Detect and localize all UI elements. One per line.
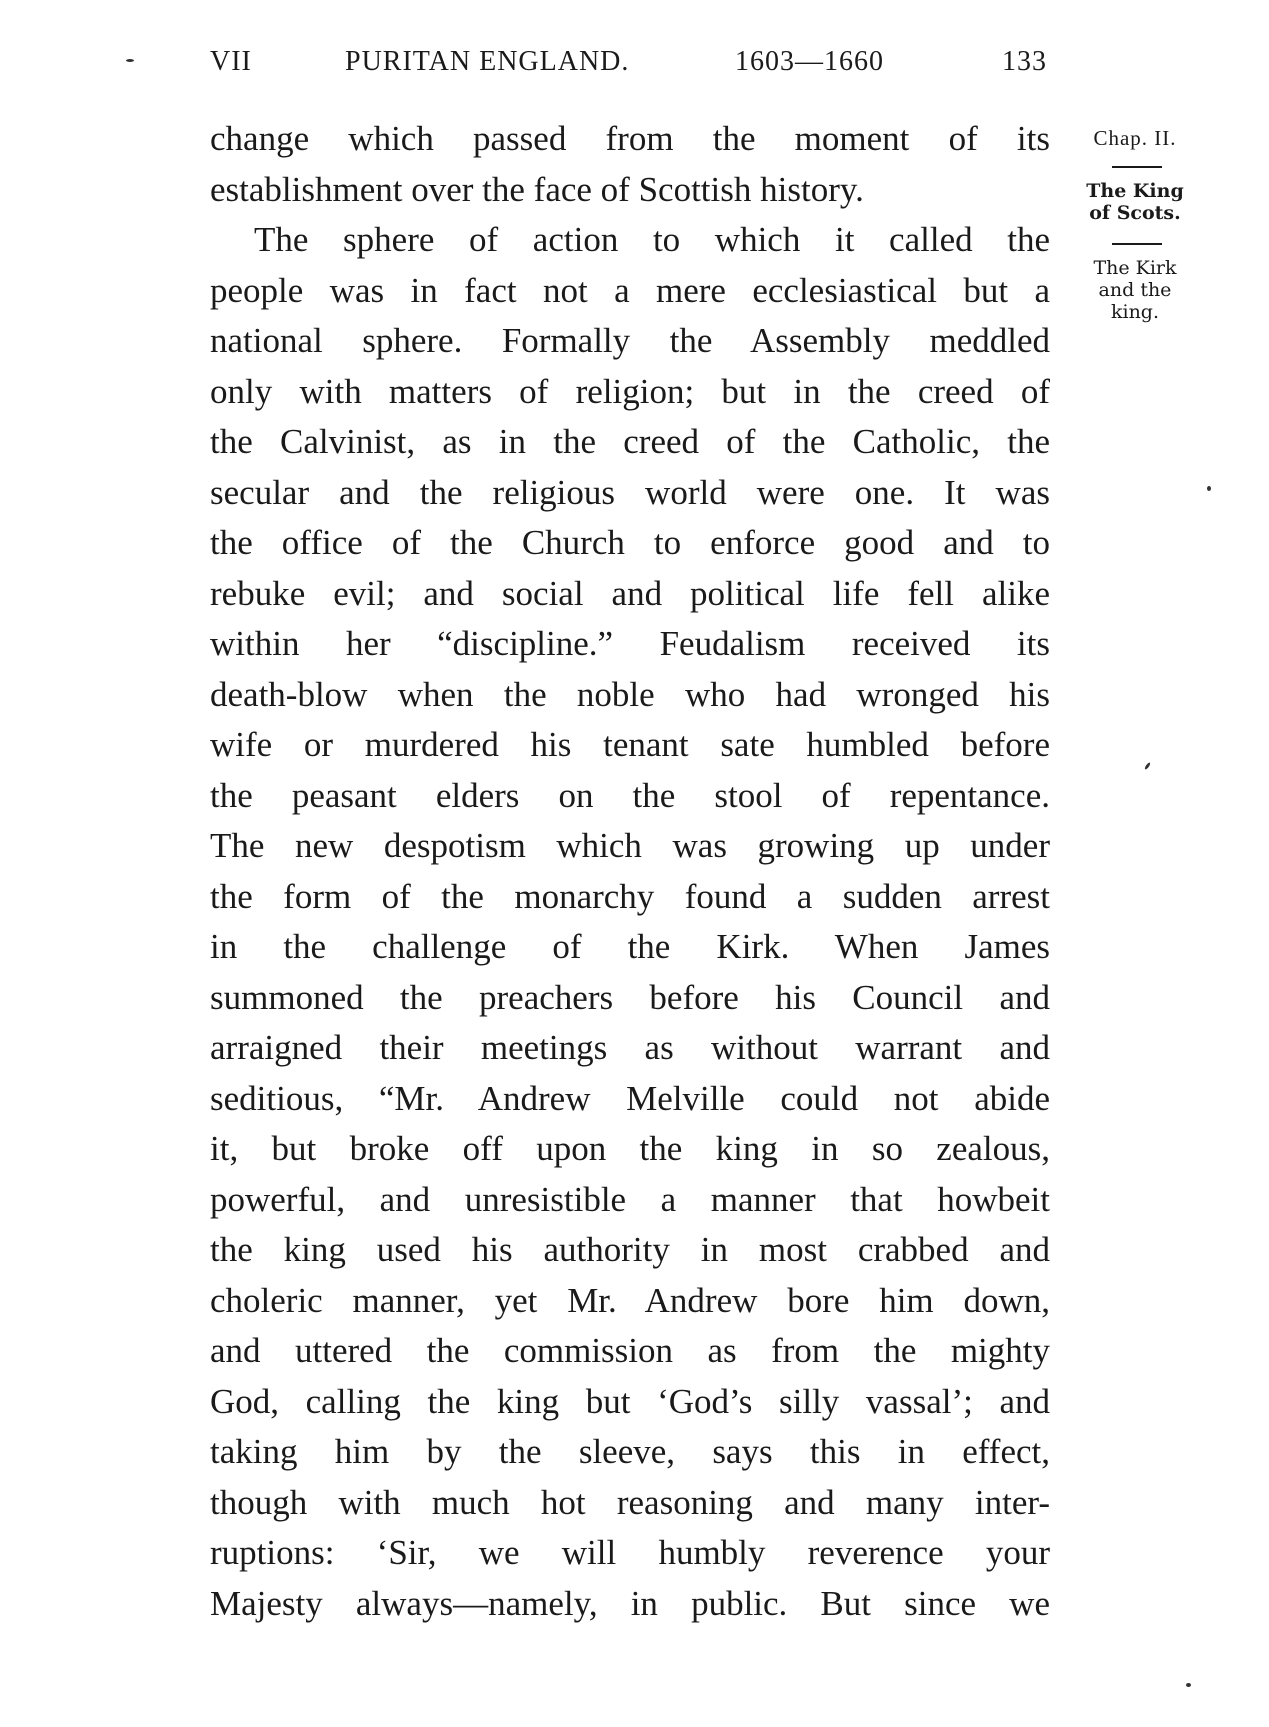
text-line: death-blow when the noble who had wronged his [210,674,1050,714]
text-line: it, but broke off upon the king in so zealous, [210,1129,1050,1168]
margin-chapter-label: Chap. II. [1093,126,1177,150]
text-line: within her “discipline.” Feudalism received its [210,624,1050,663]
margin-note-line: The King [1086,180,1184,202]
scan-speck [126,59,134,62]
text-line: The sphere of action to which it called the [254,220,1050,259]
text-line: only with matters of religion; but in the creed of [210,371,1050,411]
scan-speck [1144,762,1151,770]
body-text [210,114,1050,1629]
text-line: the king used his authority in most crabbed and [210,1230,1050,1269]
text-line: choleric manner, yet Mr. Andrew bore him down, [210,1280,1050,1320]
text-line: in the challenge of the Kirk. When James [210,927,1050,966]
running-head-title: PURITAN ENGLAND. [345,46,630,77]
running-head-years: 1603—1660 [735,46,884,77]
text-line: The new despotism which was growing up under [210,826,1050,865]
text-line: summoned the preachers before his Council and [210,977,1050,1017]
text-line: secular and the religious world were one. It was [210,472,1050,512]
text-line: though with much hot reasoning and many inter- [210,1482,1050,1522]
text-line: the peasant elders on the stool of repentance. [210,775,1050,815]
text-line: change which passed from the moment of its [210,119,1050,158]
text-line: ruptions: ‘Sir, we will humbly reverence your [210,1533,1050,1572]
margin-divider [1112,243,1162,245]
text-line: powerful, and unresistible a manner that howbeit [210,1179,1050,1219]
text-line: establishment over the face of Scottish history. [210,169,864,209]
margin-note-line: The Kirk [1093,257,1177,279]
text-line: seditious, “Mr. Andrew Melville could not abide [210,1078,1050,1118]
text-line: the office of the Church to enforce good and to [210,523,1050,562]
text-line: taking him by the sleeve, says this in effect, [210,1432,1050,1471]
margin-note-line: and the [1098,279,1172,301]
scan-speck [1207,486,1211,491]
text-line: the form of the monarchy found a sudden arrest [210,876,1050,916]
text-line: people was in fact not a mere ecclesiastical but a [210,270,1050,310]
margin-divider [1112,166,1162,168]
margin-note-king-of-scots [1070,180,1200,224]
text-line: and uttered the commission as from the mighty [210,1331,1050,1370]
margin-note-line: king. [1110,301,1160,323]
page-number: 133 [1002,46,1047,77]
text-line: wife or murdered his tenant sate humbled before [210,725,1050,764]
text-line: rebuke evil; and social and political life fell alike [210,573,1050,613]
margin-note-line: of Scots. [1089,202,1181,224]
running-head-chapter: VII [210,46,252,77]
text-line: arraigned their meetings as without warrant and [210,1028,1050,1067]
scan-speck [1186,1683,1191,1687]
text-line: the Calvinist, as in the creed of the Catholic, the [210,422,1050,461]
text-line: national sphere. Formally the Assembly meddled [210,321,1050,360]
text-line: Majesty always—namely, in public. But since we [210,1583,1050,1623]
text-line: God, calling the king but ‘God’s silly vassal’; and [210,1381,1050,1421]
margin-note-kirk-and-king [1070,257,1200,323]
